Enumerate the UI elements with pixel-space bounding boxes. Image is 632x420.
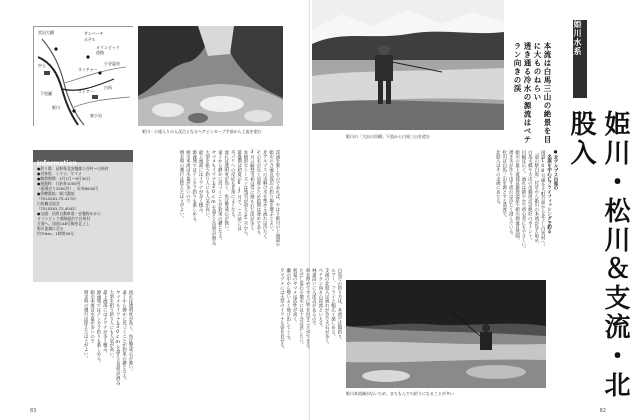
text-line: 白馬大橋や大出の吊橋周辺は絶好のポイント。 [527,150,533,243]
text-line: 毛バリへの反応も非常によくなる。 [230,150,236,221]
map-label: 白馬 [104,85,112,90]
map-label: 中土 [38,63,46,68]
text-line: 姫川本流は水量が多いので [185,150,191,203]
map-label: オリンピック [96,45,120,50]
map-label: ストアー [78,89,94,94]
text-line: 最上流部にはイワナが多く棲み、 [102,290,108,356]
text-line: 初夏のヤマメは活性が高く、 [292,268,298,326]
map-label: サンバーチ [84,31,104,36]
info-line: オリンピック道路経由で白馬村 [37,216,91,221]
map-label: ネイチャー [78,67,98,72]
text-line: 最盛期は初夏の6〜7月で、この頃には [236,150,242,231]
text-line: 北股入はその支流にあたる。 [495,150,501,208]
map-label: ホテル [84,37,96,42]
body-text-right-lower [212,268,342,403]
info-line: ●遊漁料：日釣券1000円 [37,181,81,186]
information-body [33,162,133,240]
text-line: 北アルプスの雪解け水を集める流れは冷たく、 [262,150,268,243]
text-line: 流れは透明度が高く、魚は警戒心が強い。 [223,150,229,234]
text-line: 3月の解禁当初は雪に埋もれた渓が多く、 [249,150,255,235]
text-line: 夕マヅメには大型のイワナも姿を見せる。 [279,268,285,352]
section-badge [573,20,587,98]
map-label: 東小岩 [90,113,102,118]
info-line: ●解禁期間：3月1日〜9月30日 [37,176,91,181]
photo-caption: 姫川本流域が広いため、まちもんでの釣りになることが多い [346,391,454,396]
text-line: 増水時の遡行は控えたほうがよい。 [178,150,184,221]
subtitle-line: 本流は白馬三山の絶景を目に大ものねらい [533,42,552,144]
info-line: ●交通：長野自動車道・安曇野ICから [37,211,102,216]
text-line: 車を停めてすぐに竿を出すことができる。 [304,268,310,352]
text-line: ヤマメもイワナも30cmを超える良型が潜み、 [115,290,121,390]
map-label: 道路 [96,50,104,55]
subtitle-line: 透き通る冷水の源流はベテラン向きの渓 [513,42,532,144]
photo-caption: 姫川の「大出の吊橋」下流から白馬三山を望む [346,134,430,139]
text-line: 本格的なシーズンは残雪が消える5月から。 [242,150,248,239]
text-line: 流れは透明度が高く、魚は警戒心が強い。 [128,290,133,374]
text-line: ヤマメもイワナも30cmを超える良型が潜み、 [210,150,216,250]
text-line: 遠くから静かに近づくことが釣果の鍵となる。 [121,290,127,383]
angler-mountain-photo [312,0,504,130]
page-number-left: 83 [30,408,37,414]
text-line: 姫川の最上流部は親海湿原や姫川源流自然園。 [514,150,520,243]
information-box [33,150,133,282]
text-line: ●北アルプス白馬の [553,150,558,191]
info-line: 方面へ。国道148号線を北上し [37,221,90,226]
text-line: 大型を狙う釣り人にも人気が高い。 [108,290,114,361]
info-line: ●管轄漁協：姫川漁協 [37,191,75,196]
info-line: 姫川流域に至る [37,226,64,231]
info-line: （現場売り2000円）、年券8000円 [37,186,99,191]
text-line: 姫川本流は水量が多いので [89,290,95,343]
text-line: 川幅は広く、流れは緩やかで初心者にもやさしい。 [520,150,526,252]
river-map [33,26,133,126]
info-line: 約70km、1時間30分 [37,231,74,236]
text-line: 渓流を楽しむのであれば、やはり姫川の上流部や [275,150,280,247]
information-title: Information [37,160,77,167]
right-page [279,0,630,420]
text-line: その水が長く居座るため釣期は遅めである。 [255,150,261,238]
page-number-right: 82 [599,408,606,414]
text-line: 林道沿いに入渓点があるので [311,268,317,326]
info-line: ●釣り場：長野県北安曇郡小谷村〜白馬村 [37,166,109,171]
body-text-right-upper [330,150,558,260]
map-label: 宮田大橋 [38,30,54,35]
text-line: 「道の駅白馬」付近から姫川の本流が見え始め、 [533,150,539,247]
text-line: 松川は白馬三山を源とする清流で、 [501,150,507,221]
map-label: 下里瀬 [40,91,52,96]
text-line: 姫川の合流点周辺の釣り場を選ぶとよい。 [268,150,274,234]
text-line: ベテラン向きの渓流といえる。 [317,268,323,330]
info-line: （TEL0261-72-4042） [37,206,79,211]
text-line: ただし落石や増水には十分注意したい。 [298,268,304,348]
info-line: ●対象魚：イワナ、ヤマメ [37,171,82,176]
river-valley-photo [138,26,283,126]
text-line: 大型を狙う釣り人にも人気が高い。 [204,150,210,221]
info-line: （TEL0261-75-4170） [37,196,79,201]
map-label: 姫川 [52,105,60,110]
info-line: 白馬観光協会 [37,201,60,206]
text-line: 最上流部にはイワナが多く棲み、 [198,150,204,216]
text-line: 湧き水が作り出す流れは冷たく澄んでいる。 [508,150,514,238]
information-header [33,150,133,167]
section-badge-label: 姫川水系 [573,20,582,56]
text-line: 遠くから静かに近づくことが釣果の鍵となる。 [217,150,223,243]
photo-caption: 姫川・小滝入りの入渓点となるヘアピンカーブ手前から上流を望む [142,129,262,134]
text-line: 国道148号線を大町方面から北上し白馬村へ。 [540,150,546,249]
text-line: 瀬の中から勢いよく飛び出してくる。 [285,268,291,343]
text-line: 源流域ではテンカラ釣りも楽しめる。 [95,290,101,365]
wading-angler-photo [346,280,546,388]
body-text-left-lower [33,290,133,400]
text-line: 支流の北股入は流れが急で大石が多く、 [324,268,330,348]
map-label: 小谷温泉 [104,61,120,66]
text-line: 増水時の遡行は控えたほうがよい。 [83,290,89,361]
article-title: 姫川・松川＆支流・北股入 [566,110,630,400]
text-line: ルアー、フライと幅広く楽しめる。 [330,268,336,339]
text-line: 白馬での釣り方は、本流では餌釣り、 [337,268,342,343]
text-line: 源流域ではテンカラ釣りも楽しめる。 [191,150,197,225]
subtitle [512,42,552,152]
text-line: 名渓を中心にフライフィッシングで釣る [546,150,552,234]
